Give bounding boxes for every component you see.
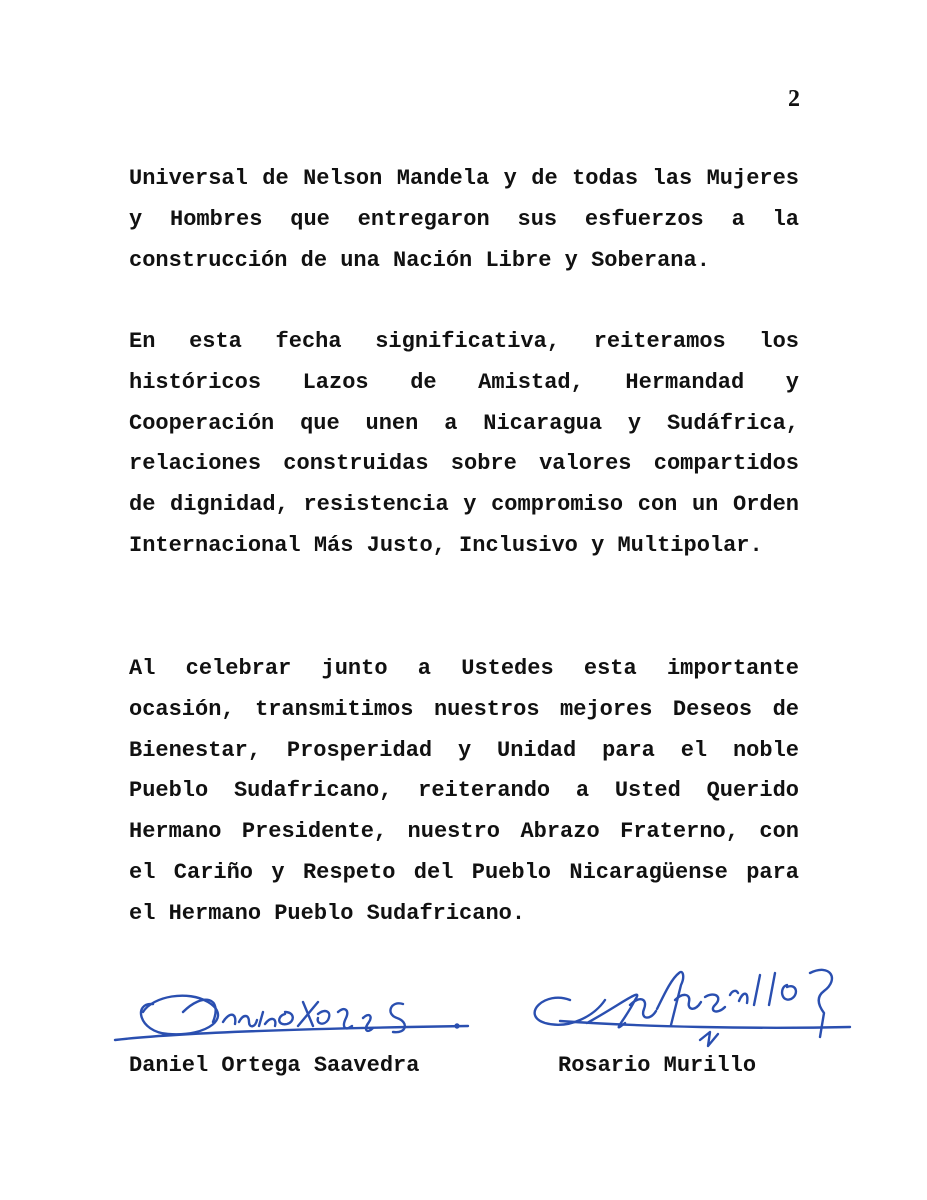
- paragraph-friendship-ties: En esta fecha significativa, reiteramos los históricos Lazos de Amistad, Hermandad y Cooperación que unen a Nicaragua y Sudáfrica, relaciones construidas sobre valores compartidos de dignidad, resistencia y compromiso con un Orden Internacional Más Justo, Inclusivo y Multipolar.: [129, 329, 799, 558]
- signer-name-rosario-murillo: Rosario Murillo: [558, 1053, 757, 1078]
- paragraph-best-wishes: Al celebrar junto a Ustedes esta importante ocasión, transmitimos nuestros mejores Deseos de Bienestar, Prosperidad y Unidad para el noble Pueblo Sudafricano, reiterando a Usted Querido Hermano Presidente, nuestro Abrazo Fraterno, con el Cariño y Respeto del Pueblo Nicaragüense para el Hermano Pueblo Sudafricano.: [129, 656, 799, 926]
- signature-daniel-ortega: [113, 982, 473, 1052]
- signature-rosario-murillo: [525, 945, 855, 1060]
- page-number: 2: [788, 86, 800, 112]
- signer-name-daniel-ortega: Daniel Ortega Saavedra: [129, 1053, 420, 1078]
- paragraph-mandela-tribute: Universal de Nelson Mandela y de todas las Mujeres y Hombres que entregaron sus esfuerzos a la construcción de una Nación Libre y Soberana.: [129, 166, 799, 273]
